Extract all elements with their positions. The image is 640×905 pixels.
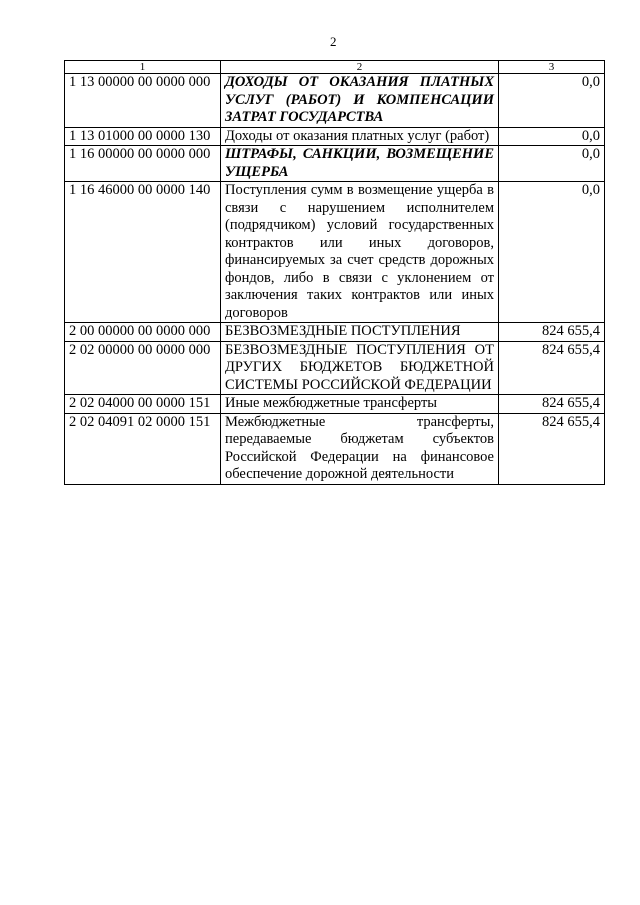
revenue-name: БЕЗВОЗМЕЗДНЫЕ ПОСТУПЛЕНИЯ xyxy=(221,323,499,342)
revenue-name: ШТРАФЫ, САНКЦИИ, ВОЗМЕЩЕНИЕ УЩЕРБА xyxy=(221,146,499,182)
table-row xyxy=(65,395,605,414)
amount: 824 655,4 xyxy=(499,323,605,342)
budget-code: 1 13 00000 00 0000 000 xyxy=(65,74,221,128)
budget-code: 1 16 46000 00 0000 140 xyxy=(65,182,221,323)
column-header-2: 2 xyxy=(221,61,499,74)
revenue-name: БЕЗВОЗМЕЗДНЫЕ ПОСТУПЛЕНИЯ ОТ ДРУГИХ БЮДЖЕТОВ БЮДЖЕТНОЙ СИСТЕМЫ РОССИЙСКОЙ ФЕДЕРАЦИИ xyxy=(221,341,499,395)
table-row xyxy=(65,413,605,484)
amount: 824 655,4 xyxy=(499,341,605,395)
amount: 0,0 xyxy=(499,182,605,323)
table-row xyxy=(65,323,605,342)
budget-code: 1 13 01000 00 0000 130 xyxy=(65,127,221,146)
page-number: 2 xyxy=(330,34,337,49)
table-header-row xyxy=(65,61,605,74)
revenue-name: Доходы от оказания платных услуг (работ) xyxy=(221,127,499,146)
budget-code: 2 00 00000 00 0000 000 xyxy=(65,323,221,342)
column-header-3: 3 xyxy=(499,61,605,74)
budget-code: 2 02 00000 00 0000 000 xyxy=(65,341,221,395)
amount: 0,0 xyxy=(499,146,605,182)
column-header-1: 1 xyxy=(65,61,221,74)
table-row xyxy=(65,127,605,146)
amount: 0,0 xyxy=(499,127,605,146)
budget-code: 2 02 04091 02 0000 151 xyxy=(65,413,221,484)
budget-code: 2 02 04000 00 0000 151 xyxy=(65,395,221,414)
budget-revenue-table xyxy=(64,60,605,485)
amount: 0,0 xyxy=(499,74,605,128)
revenue-name: Иные межбюджетные трансферты xyxy=(221,395,499,414)
amount: 824 655,4 xyxy=(499,413,605,484)
table-row xyxy=(65,146,605,182)
revenue-name: Поступления сумм в возмещение ущерба в связи с нарушением исполнителем (подрядчиком) условий государственных контрактов или иных договоров, финансируемых за счет средств дорожных фондов, либо в связи с уклонением от заключения таких контрактов или иных договоров xyxy=(221,182,499,323)
table-row xyxy=(65,182,605,323)
table-row xyxy=(65,341,605,395)
amount: 824 655,4 xyxy=(499,395,605,414)
table-row xyxy=(65,74,605,128)
revenue-name: Межбюджетные трансферты, передаваемые бюджетам субъектов Российской Федерации на финансовое обеспечение дорожной деятельности xyxy=(221,413,499,484)
revenue-name: ДОХОДЫ ОТ ОКАЗАНИЯ ПЛАТНЫХ УСЛУГ (РАБОТ) И КОМПЕНСАЦИИ ЗАТРАТ ГОСУДАРСТВА xyxy=(221,74,499,128)
budget-code: 1 16 00000 00 0000 000 xyxy=(65,146,221,182)
